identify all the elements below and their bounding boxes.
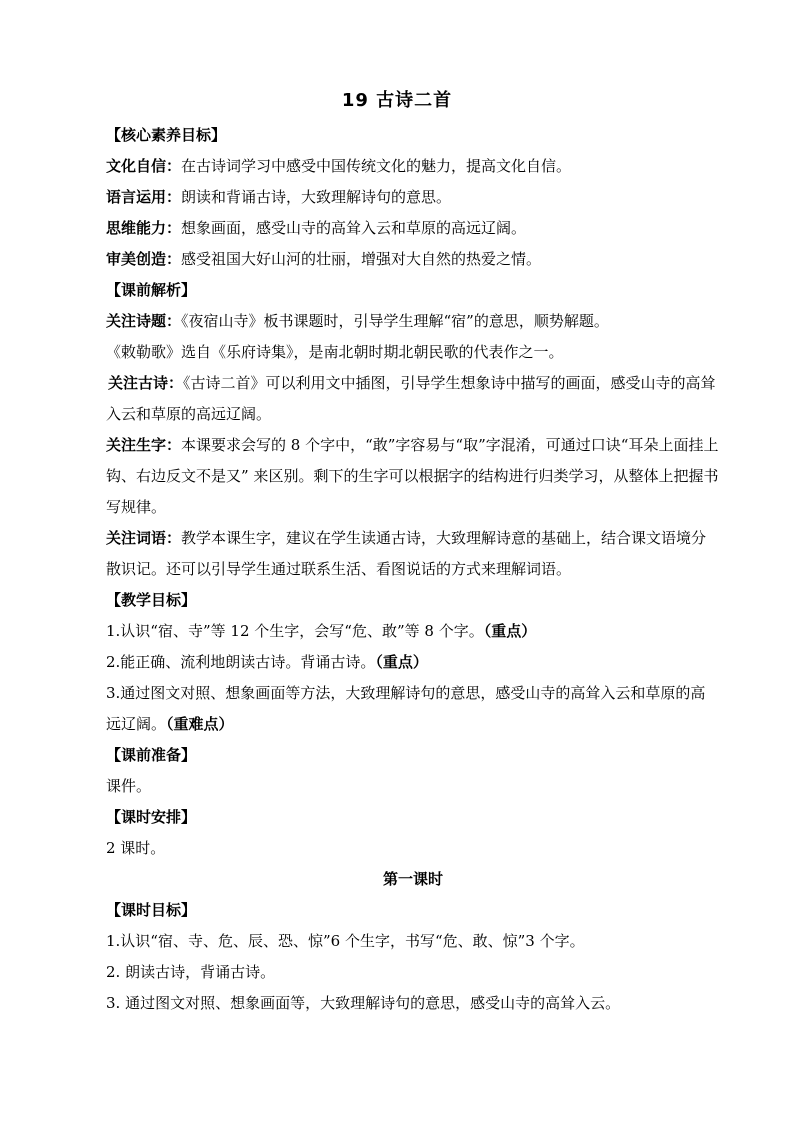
analysis-words <box>106 523 720 585</box>
section-heading-lesson-goals: 【课时目标】 <box>106 901 197 919</box>
analysis-label: 关注古诗： <box>108 374 184 392</box>
analysis-text: 教学本课生字，建议在学生读通古诗，大致理解诗意的基础上，结合课文语境分散识记。还可以引导学生通过联系生活、看图说话的方式来理解词语。 <box>106 529 707 578</box>
lesson-title: 第一课时 <box>382 870 443 888</box>
goal-text: 朗读和背诵古诗，大致理解诗句的意思。 <box>181 188 452 206</box>
lesson-goal-2: 2. 朗读古诗，背诵古诗。 <box>106 963 276 981</box>
goal-tag: （重难点） <box>166 715 234 733</box>
analysis-label: 关注诗题： <box>106 312 182 330</box>
goal-text: 想象画面，感受山寺的高耸入云和草原的高远辽阔。 <box>181 219 527 237</box>
preparation-text: 课件。 <box>106 777 152 795</box>
goal-text: 3.通过图文对照、想象画面等方法，大致理解诗句的意思，感受山寺的高耸入云和草原的高远辽阔。 <box>106 684 706 733</box>
analysis-text: 《古诗二首》可以利用文中插图，引导学生想象诗中描写的画面，感受山寺的高耸入云和草原的高远辽阔。 <box>106 374 716 423</box>
analysis-label: 关注词语： <box>106 529 182 547</box>
analysis-title-2: 《敕勒歌》选自《乐府诗集》，是南北朝时期北朝民歌的代表作之一。 <box>106 343 564 361</box>
analysis-characters <box>106 430 720 523</box>
lesson-goal-1: 1.认识“宿、寺、危、辰、恐、惊”6 个生字，书写“危、敢、惊”3 个字。 <box>106 932 585 950</box>
goal-tag: （重点） <box>375 653 428 671</box>
goal-text: 感受祖国大好山河的壮丽，增强对大自然的热爱之情。 <box>181 250 542 268</box>
analysis-title <box>106 306 720 337</box>
section-heading-teaching-goals: 【教学目标】 <box>106 591 197 609</box>
teaching-goal-3 <box>106 678 720 740</box>
section-heading-schedule: 【课时安排】 <box>106 808 197 826</box>
goal-thinking <box>106 213 720 244</box>
analysis-text: 本课要求会写的 8 个字中，“敢”字容易与“取”字混淆，可通过口诀“耳朵上面挂上钩、右边反文不是又” 来区别。剩下的生字可以根据字的结构进行归类学习，从整体上把握书写规律。 <box>106 436 719 516</box>
analysis-label: 关注生字： <box>106 436 182 454</box>
teaching-goal-2 <box>106 647 720 678</box>
section-heading-prelesson: 【课前解析】 <box>106 281 197 299</box>
goal-aesthetic <box>106 244 720 275</box>
analysis-poem <box>106 368 720 430</box>
goal-language <box>106 182 720 213</box>
goal-culture <box>106 151 720 182</box>
goal-label: 思维能力： <box>106 219 182 237</box>
document-body <box>106 120 720 1019</box>
goal-label: 文化自信： <box>106 157 182 175</box>
page-title: 19 古诗二首 <box>341 90 453 111</box>
goal-label: 审美创造： <box>106 250 182 268</box>
goal-text: 在古诗词学习中感受中国传统文化的魅力，提高文化自信。 <box>181 157 572 175</box>
lesson-goal-3: 3. 通过图文对照、想象画面等，大致理解诗句的意思，感受山寺的高耸入云。 <box>106 994 621 1012</box>
goal-text: 1.认识“宿、寺”等 12 个生字，会写“危、敢”等 8 个字。 <box>106 622 484 640</box>
goal-label: 语言运用： <box>106 188 182 206</box>
teaching-goal-1 <box>106 616 720 647</box>
section-heading-preparation: 【课前准备】 <box>106 746 197 764</box>
goal-tag: （重点） <box>483 622 537 640</box>
goal-text: 2.能正确、流利地朗读古诗。背诵古诗。 <box>106 653 376 671</box>
section-heading-core-goals: 【核心素养目标】 <box>106 126 227 144</box>
analysis-text: 《夜宿山寺》板书课题时，引导学生理解“宿”的意思，顺势解题。 <box>181 312 609 330</box>
schedule-text: 2 课时。 <box>106 839 166 857</box>
